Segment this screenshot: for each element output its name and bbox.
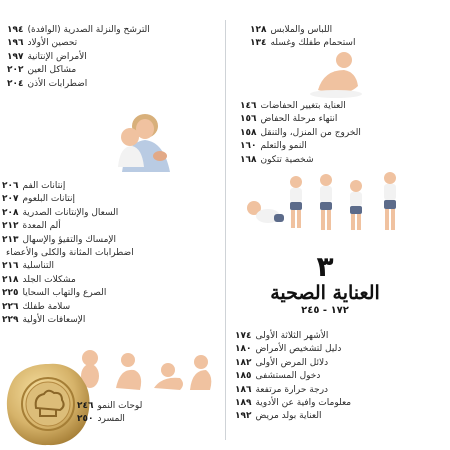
toc-right-section-b bbox=[240, 100, 430, 167]
entry-page: ٢٠٨ bbox=[2, 207, 19, 218]
entry-title: الأمراض الإنتانية bbox=[27, 51, 87, 62]
entry-title: الأشهر الثلاثة الأولى bbox=[255, 331, 329, 341]
entry-title: اضطرابات المثانة والكلى والأعضاء bbox=[6, 247, 134, 258]
entry-page: ١٥٦ bbox=[240, 114, 257, 125]
entry-title: لوحات النمو bbox=[97, 401, 143, 411]
toc-entry[interactable] bbox=[2, 220, 207, 233]
toc-right-section-c bbox=[235, 330, 430, 424]
entry-title: معلومات وافية عن الأدوية bbox=[255, 397, 352, 408]
toc-left-section-b bbox=[2, 180, 207, 327]
entry-title: درجة حرارة مرتفعة bbox=[255, 384, 329, 395]
entry-title: مشكلات الجلد bbox=[22, 274, 76, 285]
toc-entry[interactable] bbox=[2, 314, 207, 327]
toc-entry[interactable] bbox=[250, 37, 430, 50]
toc-entry[interactable] bbox=[77, 413, 207, 426]
entry-title: اضطرابات الأذن bbox=[27, 78, 88, 89]
toc-entry[interactable] bbox=[240, 154, 430, 167]
entry-page: ١٣٤ bbox=[250, 38, 267, 49]
entry-title: النمو والتعلم bbox=[260, 141, 307, 152]
entry-title: إنتانات الفم bbox=[22, 181, 66, 191]
toc-entry[interactable] bbox=[77, 400, 207, 413]
toc-left-section-a bbox=[7, 24, 207, 91]
toc-entry[interactable] bbox=[235, 384, 430, 397]
toc-entry[interactable] bbox=[7, 24, 207, 37]
entry-page: ١٨٥ bbox=[235, 371, 252, 382]
entry-page: ١٩٢ bbox=[235, 411, 252, 422]
chapter-page-range: ١٧٢ - ٢٤٥ bbox=[301, 305, 349, 316]
entry-title: الخروج من المنزل، والتنقل bbox=[260, 127, 361, 138]
entry-page: ١٧٤ bbox=[235, 331, 252, 341]
entry-page: ٢١٨ bbox=[2, 274, 19, 285]
entry-page: ١٩٤ bbox=[7, 25, 24, 35]
entry-page: ١٥٨ bbox=[240, 127, 257, 138]
toc-entry[interactable] bbox=[2, 260, 207, 273]
toc-entry[interactable] bbox=[2, 234, 207, 247]
entry-page: ٢٠٢ bbox=[7, 65, 24, 76]
entry-page: ٢٥٠ bbox=[77, 414, 94, 425]
entry-page: ١٨٠ bbox=[235, 344, 252, 355]
entry-page: ١٢٨ bbox=[250, 25, 267, 35]
right-column bbox=[226, 0, 450, 450]
toc-entry[interactable] bbox=[235, 410, 430, 423]
entry-page: ٢٤٦ bbox=[77, 401, 94, 411]
babies-photo bbox=[76, 348, 216, 393]
toc-entry[interactable] bbox=[2, 301, 207, 314]
toc-entry[interactable] bbox=[2, 193, 207, 206]
toc-entry[interactable] bbox=[2, 287, 207, 300]
toc-entry[interactable] bbox=[235, 343, 430, 356]
toc-right-section-a bbox=[250, 24, 430, 51]
entry-page: ٢٢٩ bbox=[2, 314, 19, 325]
toc-entry[interactable] bbox=[240, 127, 430, 140]
entry-title: الإمساك والتقيؤ والإسهال bbox=[22, 234, 117, 245]
toc-entry[interactable] bbox=[235, 370, 430, 383]
toddler-growth-photo bbox=[234, 172, 444, 234]
entry-title: العناية بولد مريض bbox=[255, 411, 322, 422]
entry-title: سلامة طفلك bbox=[22, 301, 71, 312]
toc-entry[interactable] bbox=[2, 207, 207, 220]
mother-and-child-photo bbox=[100, 112, 190, 172]
entry-title: تحصين الأولاد bbox=[27, 38, 78, 49]
entry-page: ٢٠٦ bbox=[2, 181, 19, 191]
toc-entry[interactable] bbox=[2, 274, 207, 287]
toc-entry[interactable] bbox=[240, 100, 430, 113]
toc-entry[interactable] bbox=[7, 64, 207, 77]
entry-title: الصرع والتهاب السحايا bbox=[22, 288, 107, 299]
entry-title: العناية بتغيير الحفاضات bbox=[260, 101, 346, 111]
entry-title: استحمام طفلك وغسله bbox=[270, 38, 356, 49]
toc-entry[interactable] bbox=[2, 180, 207, 193]
entry-title: مشاكل العين bbox=[27, 65, 77, 76]
entry-title: الإسعافات الأولية bbox=[22, 314, 86, 325]
entry-page: ١٦٠ bbox=[240, 141, 257, 152]
entry-title: السعال والإنتانات الصدرية bbox=[22, 207, 119, 218]
toc-entry[interactable] bbox=[2, 247, 207, 260]
entry-title: التناسلية bbox=[22, 261, 54, 272]
entry-page: ١٩٧ bbox=[7, 51, 24, 62]
entry-page: ١٨٩ bbox=[235, 397, 252, 408]
chapter-number: ٣ bbox=[316, 250, 334, 283]
toc-entry[interactable] bbox=[235, 357, 430, 370]
entry-title: ألم المعدة bbox=[22, 221, 61, 232]
entry-title: دليل لتشخيص الأمراض bbox=[255, 344, 342, 355]
entry-page: ١٦٨ bbox=[240, 154, 257, 165]
entry-page: ٢٠٤ bbox=[7, 78, 24, 89]
toc-entry[interactable] bbox=[240, 140, 430, 153]
entry-title: المسرد bbox=[97, 414, 125, 425]
entry-title: اللباس والملابس bbox=[270, 25, 333, 35]
entry-title: شخصية تتكون bbox=[260, 154, 314, 165]
toc-entry[interactable] bbox=[240, 113, 430, 126]
toc-left-section-c bbox=[77, 400, 207, 427]
toc-entry[interactable] bbox=[250, 24, 430, 37]
entry-page: ٢١٣ bbox=[2, 234, 19, 245]
chapter-title: العناية الصحية bbox=[270, 282, 380, 304]
toc-entry[interactable] bbox=[7, 51, 207, 64]
entry-title: دلائل المرض الأولى bbox=[255, 357, 329, 368]
entry-page: ٢١٢ bbox=[2, 221, 19, 232]
entry-page: ٢٢٥ bbox=[2, 288, 19, 299]
entry-page: ٢٠٧ bbox=[2, 194, 19, 205]
toc-entry[interactable] bbox=[7, 78, 207, 91]
toc-entry[interactable] bbox=[235, 397, 430, 410]
entry-title: دخول المستشفى bbox=[255, 371, 321, 382]
entry-title: إنتانات البلعوم bbox=[22, 194, 76, 205]
entry-title: انتهاء مرحلة الحفاض bbox=[260, 114, 338, 125]
entry-page: ١٩٦ bbox=[7, 38, 24, 49]
entry-page: ١٨٦ bbox=[235, 384, 252, 395]
toc-entry[interactable] bbox=[235, 330, 430, 343]
entry-page: ٢١٦ bbox=[2, 261, 19, 272]
entry-title: الترشح والنزلة الصدرية (الوافدة) bbox=[27, 25, 150, 35]
entry-page: ٢٢٦ bbox=[2, 301, 19, 312]
entry-page: ١٤٦ bbox=[240, 101, 257, 111]
baby-bathing-photo bbox=[306, 50, 366, 98]
entry-page: ١٨٢ bbox=[235, 357, 252, 368]
toc-entry[interactable] bbox=[7, 37, 207, 50]
